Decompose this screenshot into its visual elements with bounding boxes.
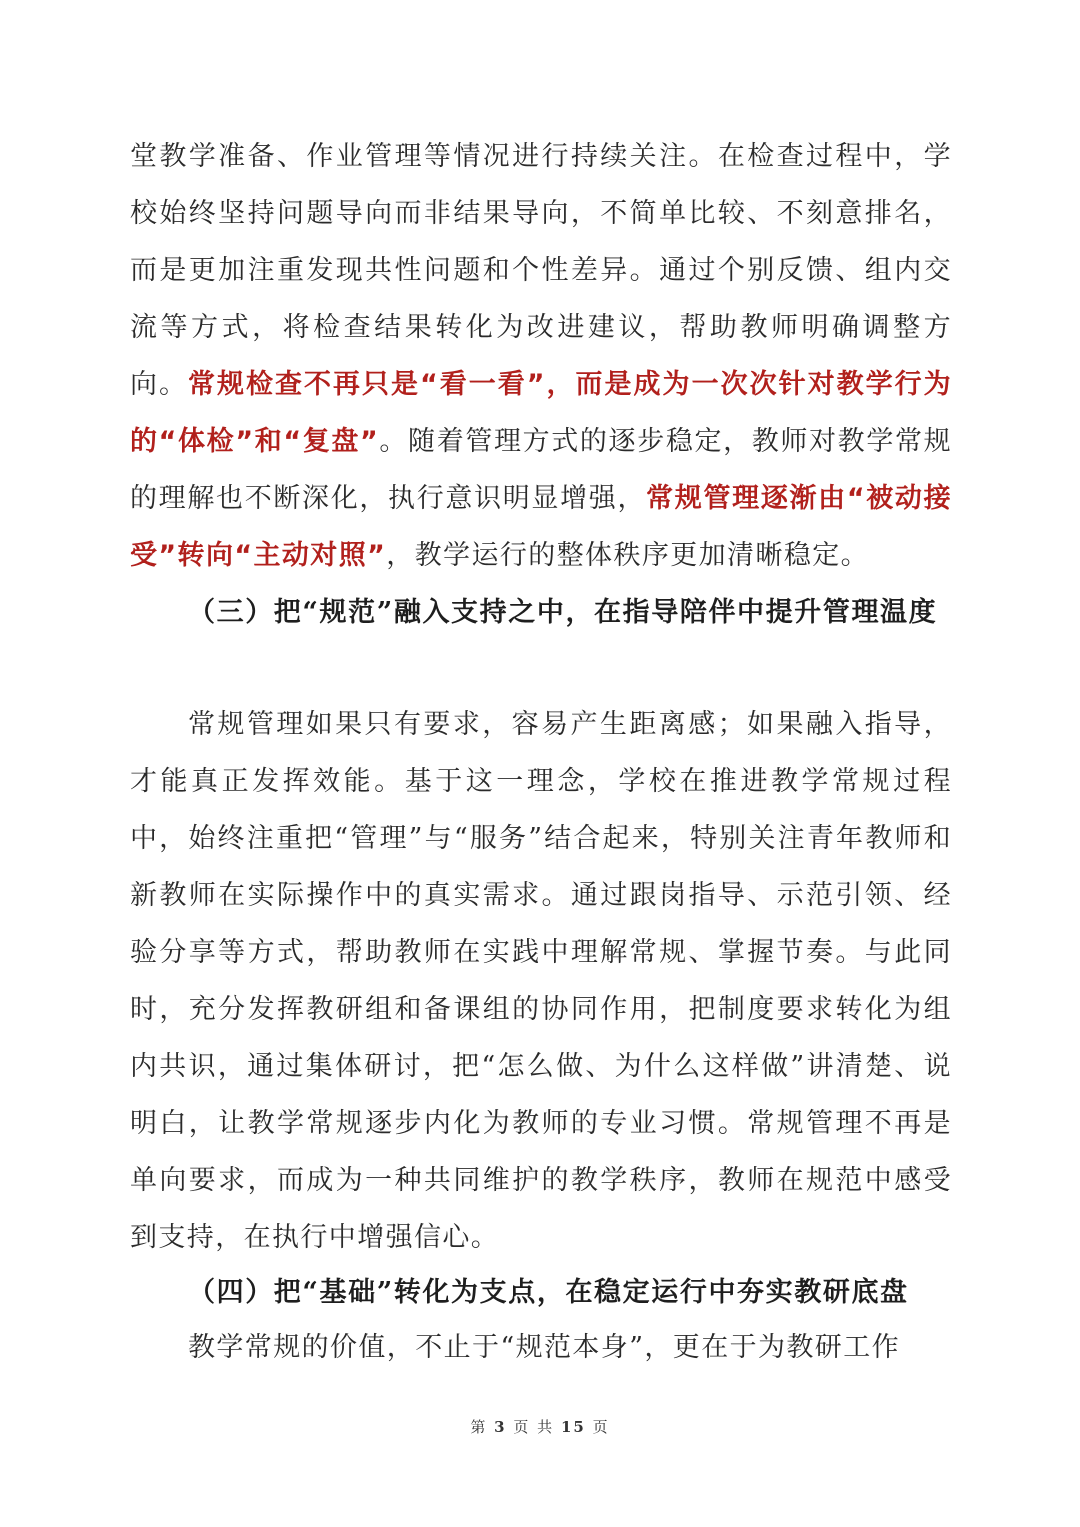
paragraph-routine-inspection [130, 128, 952, 584]
footer-suffix: 页 [592, 1418, 610, 1436]
section-heading-4: （四）把“基础”转化为支点，在稳定运行中夯实教研底盘 [188, 1277, 909, 1308]
footer-mid: 页 共 [513, 1418, 555, 1436]
section-heading-3: （三）把“规范”融入支持之中，在指导陪伴中提升管理温度 [188, 597, 938, 628]
paragraph-text: 。随着管理方式的逐步稳定，教师对教学常规的理解也不断深化，执行意识明显增强， [130, 426, 953, 514]
footer-prefix: 第 [470, 1418, 488, 1436]
page-footer [0, 1416, 1080, 1437]
paragraph-guidance-support: 常规管理如果只有要求，容易产生距离感；如果融入指导，才能真正发挥效能。基于这一理念，学校在推进教学常规过程中，始终注重把“管理”与“服务”结合起来，特别关注青年教师和新教师在实际操作中的真实需求。通过跟岗指导、示范引领、经验分享等方式，帮助教师在实践中理解常规、掌握节奏。与此同时，充分发挥教研组和备课组的协同作用，把制度要求转化为组内共识，通过集体研讨，把“怎么做、为什么这样做”讲清楚、说明白，让教学常规逐步内化为教师的专业习惯。常规管理不再是单向要求，而成为一种共同维护的教学秩序，教师在规范中感受到支持，在执行中增强信心。 [130, 709, 952, 1253]
highlighted-text: 常规管理逐渐由“被动接受”转向“主动对照” [130, 483, 952, 571]
total-page-number: 15 [560, 1418, 586, 1436]
paragraph-foundation: 教学常规的价值，不止于“规范本身”，更在于为教研工作 [188, 1332, 901, 1363]
current-page-number: 3 [494, 1418, 507, 1436]
paragraph-text: ，教学运行的整体秩序更加清晰稳定。 [386, 540, 870, 571]
highlighted-text: 常规检查不再只是“看一看”，而是成为一次次针对教学行为的“体检”和“复盘” [130, 369, 952, 457]
paragraph-text: 堂教学准备、作业管理等情况进行持续关注。在检查过程中，学校始终坚持问题导向而非结果导向，不简单比较、不刻意排名，而是更加注重发现共性问题和个性差异。通过个别反馈、组内交流等方式，将检查结果转化为改进建议，帮助教师明确调整方向。 [130, 141, 952, 400]
